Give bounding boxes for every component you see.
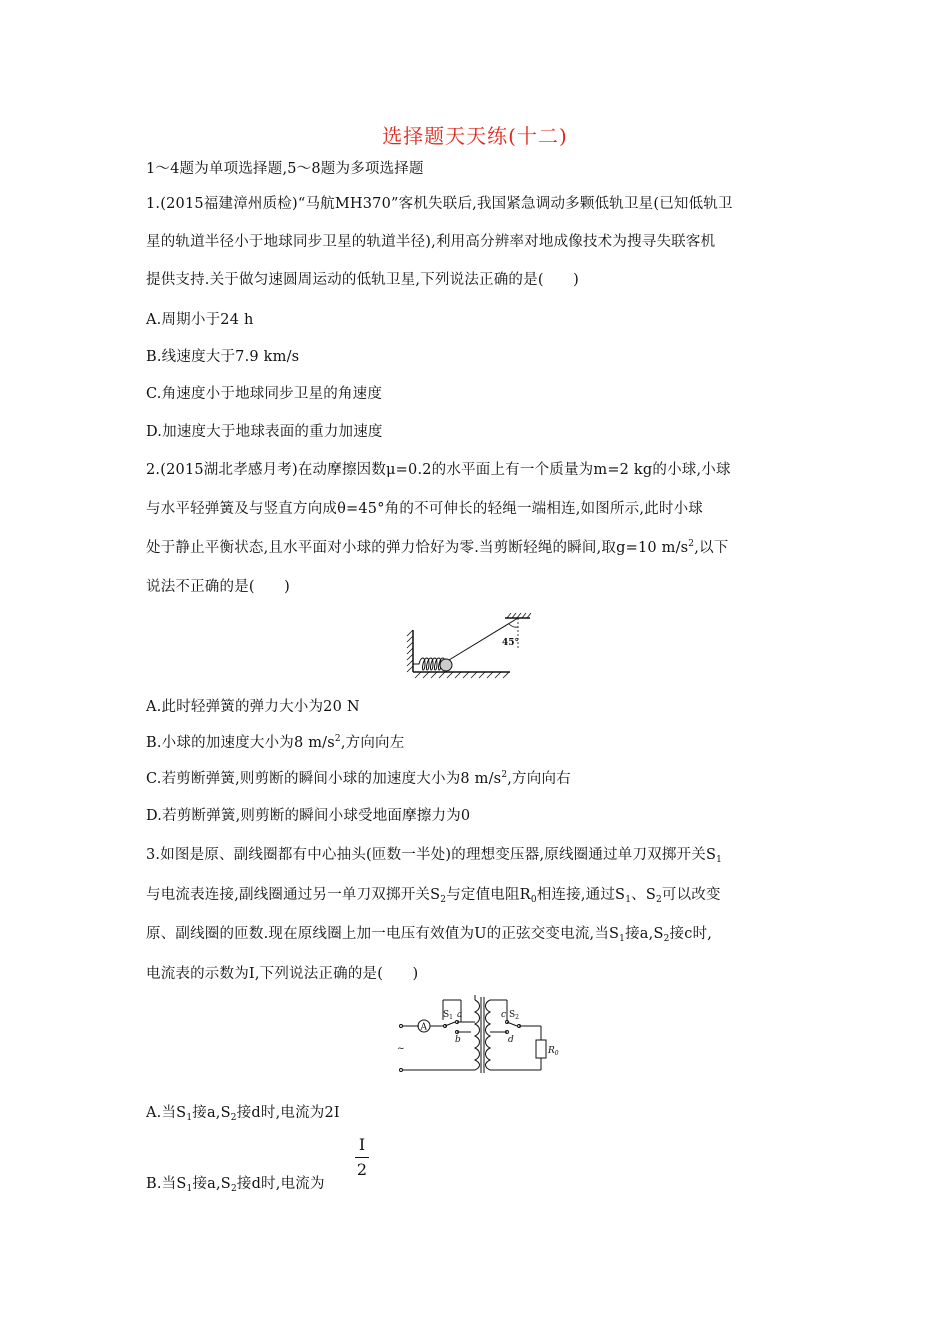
page-title: 选择题天天练(十二) xyxy=(382,124,568,148)
q1-option-b: B.线速度大于7.9 km/s xyxy=(146,349,300,365)
label-b: b xyxy=(455,1035,461,1045)
q1-option-a: A.周期小于24 h xyxy=(146,312,254,328)
label-d: d xyxy=(508,1035,514,1045)
angle-label: 45° xyxy=(502,638,520,648)
q2-option-d: D.若剪断弹簧,则剪断的瞬间小球受地面摩擦力为0 xyxy=(146,808,471,824)
fraction-i-over-2 xyxy=(355,1135,369,1179)
switch-s1-label: $S_1$ xyxy=(443,1010,453,1021)
q3-option-a: A.当$S_1$接$a,S_2$接d时,电流为2I xyxy=(146,1105,340,1123)
secondary-coil xyxy=(486,1000,491,1070)
resistor-r0 xyxy=(536,1040,546,1058)
primary-coil xyxy=(475,1000,480,1070)
switch-s2-blade xyxy=(507,1022,517,1026)
q3-stem-line1: 3.如图是原、副线圈都有中心抽头(匝数一半处)的理想变压器,原线圈通过单刀双掷开关$S_1$ xyxy=(146,847,723,865)
transformer-circuit-figure xyxy=(395,995,559,1075)
floor-hatch xyxy=(415,672,509,678)
q3-stem-line3: 原、副线圈的匝数.现在原线圈上加一电压有效值为U的正弦交变电流,当$S_1$接$a,S_2$接c时, xyxy=(146,926,713,944)
q2-option-a: A.此时轻弹簧的弹力大小为20 N xyxy=(146,699,360,715)
switch-s2-label: $S_2$ xyxy=(509,1010,519,1021)
fraction-numerator: I xyxy=(358,1135,366,1154)
q2-stem-line2: 与水平轻弹簧及与竖直方向成θ=45°角的不可伸长的轻绳一端相连,如图所示,此时小球 xyxy=(146,501,703,517)
fraction-bar xyxy=(355,1157,369,1158)
switch-s1-blade xyxy=(445,1022,455,1026)
q2-stem-line4: 说法不正确的是( ) xyxy=(146,579,291,595)
fraction-denominator: 2 xyxy=(356,1160,368,1179)
q1-stem-line3: 提供支持.关于做匀速圆周运动的低轨卫星,下列说法正确的是( ) xyxy=(146,272,579,288)
q1-stem-line1: 1.(2015福建漳州质检)“马航MH370”客机失联后,我国紧急调动多颗低轨卫星(已知低轨卫 xyxy=(146,196,733,212)
q3-stem-line2: 与电流表连接,副线圈通过另一单刀双掷开关$S_2$与定值电阻$R_0$相连接,通过$S_1$、$S_2$可以改变 xyxy=(146,887,721,905)
ammeter-label: A xyxy=(420,1022,427,1033)
resistor-label: $R_0$ xyxy=(548,1046,559,1057)
spring-ball-figure xyxy=(405,612,535,680)
q2-option-b: B.小球的加速度大小为8 $m/s^2$,方向向左 xyxy=(146,734,405,751)
q3-option-b: B.当$S_1$接$a,S_2$接d时,电流为 xyxy=(146,1176,325,1194)
ball xyxy=(440,659,452,671)
left-wall-hatch xyxy=(407,630,413,672)
ac-source-label: ~ xyxy=(397,1044,405,1054)
q2-stem-line1: 2.(2015湖北孝感月考)在动摩擦因数μ=0.2的水平面上有一个质量为m=2 kg的小球,小球 xyxy=(146,462,731,478)
label-c: c xyxy=(501,1010,507,1020)
label-a: a xyxy=(457,1010,463,1020)
section-instructions: 1～4题为单项选择题,5～8题为多项选择题 xyxy=(146,161,424,177)
q1-option-c: C.角速度小于地球同步卫星的角速度 xyxy=(146,386,383,402)
angle-arc xyxy=(509,624,518,627)
q2-stem-line3: 处于静止平衡状态,且水平面对小球的弹力恰好为零.当剪断轻绳的瞬间,取g=10 $m/s^2$,以下 xyxy=(146,539,729,556)
q1-option-d: D.加速度大于地球表面的重力加速度 xyxy=(146,424,383,440)
q1-stem-line2: 星的轨道半径小于地球同步卫星的轨道半径),利用高分辨率对地成像技术为搜寻失联客机 xyxy=(146,234,716,250)
q3-stem-line4: 电流表的示数为I,下列说法正确的是( ) xyxy=(146,966,419,982)
q2-option-c: C.若剪断弹簧,则剪断的瞬间小球的加速度大小为8 $m/s^2$,方向向右 xyxy=(146,770,571,787)
